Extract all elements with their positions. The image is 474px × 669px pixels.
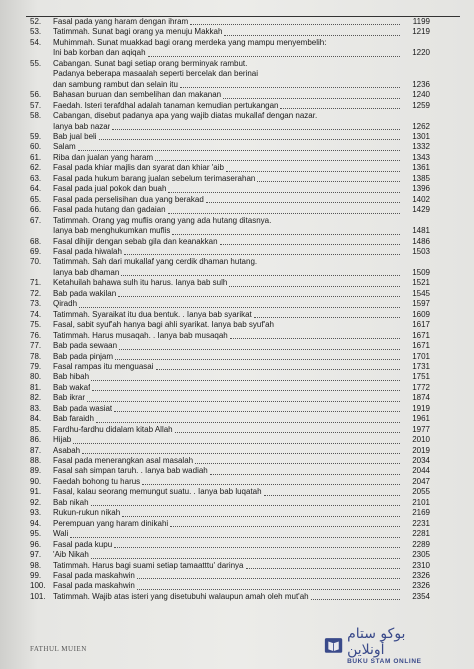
entry-number: 68. [30, 236, 42, 246]
publisher-logo [324, 625, 434, 665]
dot-leader [122, 516, 400, 517]
entry-number: 92. [30, 497, 42, 507]
dot-leader [87, 401, 400, 402]
entry-page-number: 1521 [412, 278, 430, 288]
table-of-contents [30, 17, 430, 602]
entry-page-number: 1396 [412, 184, 430, 194]
entry-number: 56. [30, 90, 42, 100]
toc-entry [30, 216, 430, 237]
entry-title-continuation: Ini bab korban dan aqiqah [53, 48, 146, 58]
entry-number: 75. [30, 320, 42, 330]
entry-number: 72. [30, 288, 42, 298]
toc-entry [30, 487, 430, 497]
entry-page-number: 1772 [412, 382, 430, 392]
entry-page-number: 1332 [412, 142, 430, 152]
dot-leader [91, 505, 400, 506]
toc-entry [30, 550, 430, 560]
dot-leader [224, 35, 400, 36]
entry-number: 58. [30, 111, 42, 121]
entry-title: Qiradh [53, 299, 78, 309]
dot-leader [91, 380, 400, 381]
toc-entry [30, 278, 430, 288]
entry-title: Fasal dihijir dengan sebab gila dan keanakkan [53, 236, 218, 246]
dot-leader [114, 547, 400, 548]
dot-leader [220, 244, 400, 245]
entry-title: Riba dan jualan yang haram [53, 152, 154, 162]
dot-leader [91, 558, 400, 559]
entry-title: Faedah bohong tu harus [53, 476, 141, 486]
entry-number: 57. [30, 100, 42, 110]
toc-entry [30, 372, 430, 382]
entry-title: Tatimmah. Orang yag muflis orang yang ada hutang ditasnya. [53, 215, 272, 225]
entry-title: Bab nikah [53, 497, 89, 507]
entry-title: Fasal pada hutang dan gadaian [53, 205, 166, 215]
toc-entry [30, 257, 430, 278]
entry-title-continuation: dan sambung rambut dan selain itu [53, 79, 178, 89]
entry-page-number: 2354 [412, 591, 430, 601]
entry-title: Fardhu-fardhu didalam kitab Allah [53, 424, 173, 434]
entry-page-number: 1503 [412, 246, 430, 256]
entry-number: 66. [30, 205, 42, 215]
dot-leader [156, 369, 401, 370]
toc-entry [30, 320, 430, 330]
entry-number: 73. [30, 299, 42, 309]
entry-title: Fasal pada kupu [53, 539, 113, 549]
entry-title: Fasal pada menerangkan asal masalah [53, 456, 194, 466]
entry-number: 100. [30, 581, 46, 591]
toc-entry [30, 184, 430, 194]
entry-page-number: 2281 [412, 529, 430, 539]
entry-page-number: 1429 [412, 205, 430, 215]
dot-leader [180, 87, 400, 88]
entry-title: Fasal pada khiar majlis dan syarat dan khiar 'aib [53, 163, 224, 173]
entry-title: Muhimmah. Sunat muakkad bagi orang merdeka yang mampu menyembelih: [53, 37, 327, 47]
toc-entry [30, 508, 430, 518]
entry-number: 95. [30, 529, 42, 539]
entry-title: Fasal pada hukum barang jualan sebelum terimaserahan [53, 173, 256, 183]
entry-title: Tatimmah. Harus musaqah. . Ianya bab musaqah [53, 330, 228, 340]
entry-number: 77. [30, 341, 42, 351]
entry-title: Bab ikrar [53, 393, 86, 403]
toc-entry [30, 38, 430, 59]
entry-number: 69. [30, 246, 42, 256]
entry-page-number: 1385 [412, 173, 430, 183]
toc-entry [30, 477, 430, 487]
dot-leader [82, 453, 400, 454]
entry-page-number: 1481 [412, 226, 430, 236]
entry-title: Bab pada wakilan [53, 288, 117, 298]
entry-page-number: 1343 [412, 152, 430, 162]
entry-page-number: 1609 [412, 309, 430, 319]
entry-number: 86. [30, 435, 42, 445]
entry-title: Fasal pada perselisihan dua yang berakad [53, 194, 204, 204]
toc-entry [30, 466, 430, 476]
book-logo-icon [324, 634, 343, 656]
entry-page-number: 2231 [412, 518, 430, 528]
entry-page-number: 2010 [412, 435, 430, 445]
entry-number: 97. [30, 550, 42, 560]
entry-number: 54. [30, 37, 42, 47]
entry-title: Fasal rampas itu menguasai [53, 361, 154, 371]
toc-entry [30, 299, 430, 309]
dot-leader [115, 359, 400, 360]
dot-leader [114, 411, 400, 412]
entry-number: 84. [30, 414, 42, 424]
toc-entry [30, 17, 430, 27]
dot-leader [137, 589, 400, 590]
logo-latin-text: BUKU STAM ONLINE [347, 657, 422, 665]
toc-entry [30, 404, 430, 414]
dot-leader [170, 526, 400, 527]
dot-leader [92, 390, 400, 391]
entry-title: Bab hibah [53, 372, 90, 382]
entry-number: 83. [30, 403, 42, 413]
entry-number: 70. [30, 257, 42, 267]
entry-number: 71. [30, 278, 42, 288]
toc-entry [30, 519, 430, 529]
entry-page-number: 1262 [412, 121, 430, 131]
entry-title: Bab faraidh [53, 414, 94, 424]
logo-arabic-text: بوكو ستام أونلاين [347, 625, 406, 658]
entry-number: 81. [30, 382, 42, 392]
entry-number: 65. [30, 194, 42, 204]
dot-leader [168, 192, 400, 193]
entry-title: Fasal sah simpan taruh. . Ianya bab wadiah [53, 466, 208, 476]
dot-leader [155, 160, 400, 161]
entry-title: Tatimmah. Harus bagi suami setiap tamaatttu' darinya [53, 560, 244, 570]
entry-number: 89. [30, 466, 42, 476]
entry-number: 80. [30, 372, 42, 382]
entry-title: Asabah [53, 445, 81, 455]
entry-number: 85. [30, 424, 42, 434]
toc-entry [30, 446, 430, 456]
dot-leader [254, 317, 400, 318]
dot-leader [70, 537, 400, 538]
dot-leader [148, 56, 400, 57]
toc-entry [30, 592, 430, 602]
entry-number: 79. [30, 361, 42, 371]
toc-entry [30, 205, 430, 215]
toc-entry [30, 59, 430, 90]
entry-title: Salam [53, 142, 76, 152]
entry-number: 76. [30, 330, 42, 340]
entry-number: 62. [30, 163, 42, 173]
entry-page-number: 2044 [412, 466, 430, 476]
dot-leader [112, 129, 400, 130]
dot-leader [226, 171, 400, 172]
entry-title: Bab pada pinjam [53, 351, 114, 361]
entry-number: 61. [30, 152, 42, 162]
entry-page-number: 1236 [412, 79, 430, 89]
toc-entry [30, 393, 430, 403]
entry-page-number: 1402 [412, 194, 430, 204]
toc-entry [30, 331, 430, 341]
toc-entry [30, 247, 430, 257]
entry-title-continuation: Padanya beberapa masaalah seperti bercelak dan berinai [53, 69, 259, 79]
running-footer: FATHUL MUIEN [30, 645, 87, 653]
entry-number: 101. [30, 591, 46, 601]
entry-title: Fasal pada yang haram dengan ihram [53, 17, 189, 26]
entry-title: Fasal pada jual pokok dan buah [53, 184, 167, 194]
toc-entry [30, 163, 430, 173]
entry-number: 96. [30, 539, 42, 549]
toc-entry [30, 540, 430, 550]
toc-entry [30, 237, 430, 247]
entry-title: Tatimmah. Wajib atas isteri yang disetubuhi walaupun amah oleh mut'ah [53, 591, 309, 601]
dot-leader [172, 234, 400, 235]
dot-leader [195, 463, 400, 464]
entry-page-number: 1701 [412, 351, 430, 361]
entry-title-continuation: Ianya bab nazar [53, 121, 111, 131]
entry-title-continuation: Ianya bab menghukumkan muflis [53, 226, 171, 236]
entry-title: Hijab [53, 435, 72, 445]
dot-leader [175, 432, 400, 433]
entry-page-number: 1731 [412, 361, 430, 371]
dot-leader [210, 474, 400, 475]
toc-entry [30, 90, 430, 100]
entry-number: 59. [30, 131, 42, 141]
entry-page-number: 1961 [412, 414, 430, 424]
dot-leader [229, 286, 400, 287]
entry-title: Fasal pada maskahwin [53, 571, 135, 581]
entry-title: Fasal pada hiwalah [53, 246, 122, 256]
entry-title: 'Aib Nikah [53, 550, 89, 560]
entry-number: 64. [30, 184, 42, 194]
toc-entry [30, 498, 430, 508]
dot-leader [190, 24, 400, 25]
entry-title: Fasal pada maskahwin [53, 581, 135, 591]
entry-number: 52. [30, 17, 42, 26]
entry-page-number: 1874 [412, 393, 430, 403]
entry-page-number: 2034 [412, 456, 430, 466]
entry-page-number: 2047 [412, 476, 430, 486]
entry-title: Bahasan buruan dan sembelihan dan makanan [53, 90, 222, 100]
entry-title: Perempuan yang haram dinikahi [53, 518, 169, 528]
dot-leader [78, 150, 400, 151]
toc-entry [30, 383, 430, 393]
entry-title: Bab pada sewaan [53, 341, 118, 351]
entry-number: 87. [30, 445, 42, 455]
toc-entry [30, 142, 430, 152]
entry-page-number: 1509 [412, 267, 430, 277]
toc-entry [30, 341, 430, 351]
entry-page-number: 1219 [412, 27, 430, 37]
entry-number: 82. [30, 393, 42, 403]
entry-title: Faedah. Isteri terafdhal adalah tanaman kemudian pertukangan [53, 100, 279, 110]
toc-entry [30, 153, 430, 163]
entry-number: 67. [30, 215, 42, 225]
entry-page-number: 1751 [412, 372, 430, 382]
toc-entry [30, 362, 430, 372]
entry-page-number: 1199 [412, 17, 430, 26]
toc-entry [30, 310, 430, 320]
dot-leader [73, 443, 400, 444]
dot-leader [96, 422, 400, 423]
dot-leader [79, 307, 400, 308]
entry-page-number: 1240 [412, 90, 430, 100]
entry-page-number: 1545 [412, 288, 430, 298]
toc-entry [30, 289, 430, 299]
dot-leader [246, 568, 400, 569]
entry-number: 74. [30, 309, 42, 319]
toc-entry [30, 132, 430, 142]
toc-entry [30, 571, 430, 581]
entry-number: 55. [30, 58, 42, 68]
entry-number: 93. [30, 508, 42, 518]
entry-number: 63. [30, 173, 42, 183]
dot-leader [118, 296, 400, 297]
entry-page-number: 1259 [412, 100, 430, 110]
entry-page-number: 1220 [412, 48, 430, 58]
dot-leader [223, 98, 400, 99]
entry-title-continuation: Ianya bab dhaman [53, 267, 120, 277]
dot-leader [121, 275, 400, 276]
entry-title: Ketahuilah bahawa sulh itu harus. Ianya bab sulh [53, 278, 228, 288]
entry-page-number: 2305 [412, 550, 430, 560]
entry-title: Cabangan, disebut padanya apa yang wajib diatas mukallaf dengan nazar. [53, 111, 318, 121]
entry-page-number: 2289 [412, 539, 430, 549]
dot-leader [264, 495, 400, 496]
entry-number: 53. [30, 27, 42, 37]
entry-page-number: 2326 [412, 581, 430, 591]
entry-number: 98. [30, 560, 42, 570]
entry-title: Bab jual beli [53, 131, 97, 141]
entry-page-number: 1301 [412, 131, 430, 141]
toc-entry [30, 352, 430, 362]
entry-page-number: 2019 [412, 445, 430, 455]
toc-entry [30, 101, 430, 111]
dot-leader [99, 139, 400, 140]
entry-page-number: 2169 [412, 508, 430, 518]
entry-page-number: 2310 [412, 560, 430, 570]
toc-entry [30, 561, 430, 571]
entry-number: 90. [30, 476, 42, 486]
dot-leader [311, 599, 400, 600]
dot-leader [280, 108, 400, 109]
toc-entry [30, 174, 430, 184]
entry-page-number: 1361 [412, 163, 430, 173]
toc-entry [30, 456, 430, 466]
entry-title: Tatimmah. Syaraikat itu dua bentuk. . Ianya bab syarikat [53, 309, 252, 319]
dot-leader [119, 349, 400, 350]
entry-title: Tatimmah. Sunat bagi orang ya menuju Makkah [53, 27, 223, 37]
entry-number: 88. [30, 456, 42, 466]
toc-entry [30, 425, 430, 435]
entry-page-number: 1597 [412, 299, 430, 309]
entry-title: Rukun-rukun nikah [53, 508, 121, 518]
entry-title: Fasal, kalau seorang memungut suatu. . Ianya bab luqatah [53, 487, 262, 497]
entry-number: 60. [30, 142, 42, 152]
entry-page-number: 1919 [412, 403, 430, 413]
entry-page-number: 2101 [412, 497, 430, 507]
entry-number: 78. [30, 351, 42, 361]
entry-number: 91. [30, 487, 42, 497]
entry-page-number: 1617 [412, 320, 430, 330]
toc-entry [30, 195, 430, 205]
entry-number: 99. [30, 571, 42, 581]
toc-entry [30, 27, 430, 37]
entry-title: Bab wakaf [53, 382, 91, 392]
dot-leader [137, 578, 400, 579]
entry-title: Tatimmah. Sah dari mukallaf yang cerdik dhaman hutang. [53, 257, 258, 267]
entry-title: Cabangan. Sunat bagi setiap orang berminyak rambut. [53, 58, 248, 68]
entry-page-number: 1671 [412, 341, 430, 351]
entry-number: 94. [30, 518, 42, 528]
entry-page-number: 1977 [412, 424, 430, 434]
entry-title: Fasal, sabit syuf'ah hanya bagi ahli syarikat. Ianya bab syuf'ah [53, 320, 274, 330]
entry-page-number: 2055 [412, 487, 430, 497]
entry-title: Wali [53, 529, 69, 539]
entry-page-number: 1486 [412, 236, 430, 246]
toc-entry [30, 414, 430, 424]
entry-page-number: 2326 [412, 571, 430, 581]
toc-entry [30, 581, 430, 591]
entry-title: Bab pada wasiat [53, 403, 113, 413]
dot-leader [257, 181, 400, 182]
dot-leader [206, 202, 400, 203]
toc-entry [30, 435, 430, 445]
dot-leader [168, 213, 400, 214]
dot-leader [124, 254, 400, 255]
dot-leader [142, 484, 400, 485]
toc-entry [30, 529, 430, 539]
dot-leader [230, 338, 400, 339]
toc-entry [30, 111, 430, 132]
entry-page-number: 1671 [412, 330, 430, 340]
